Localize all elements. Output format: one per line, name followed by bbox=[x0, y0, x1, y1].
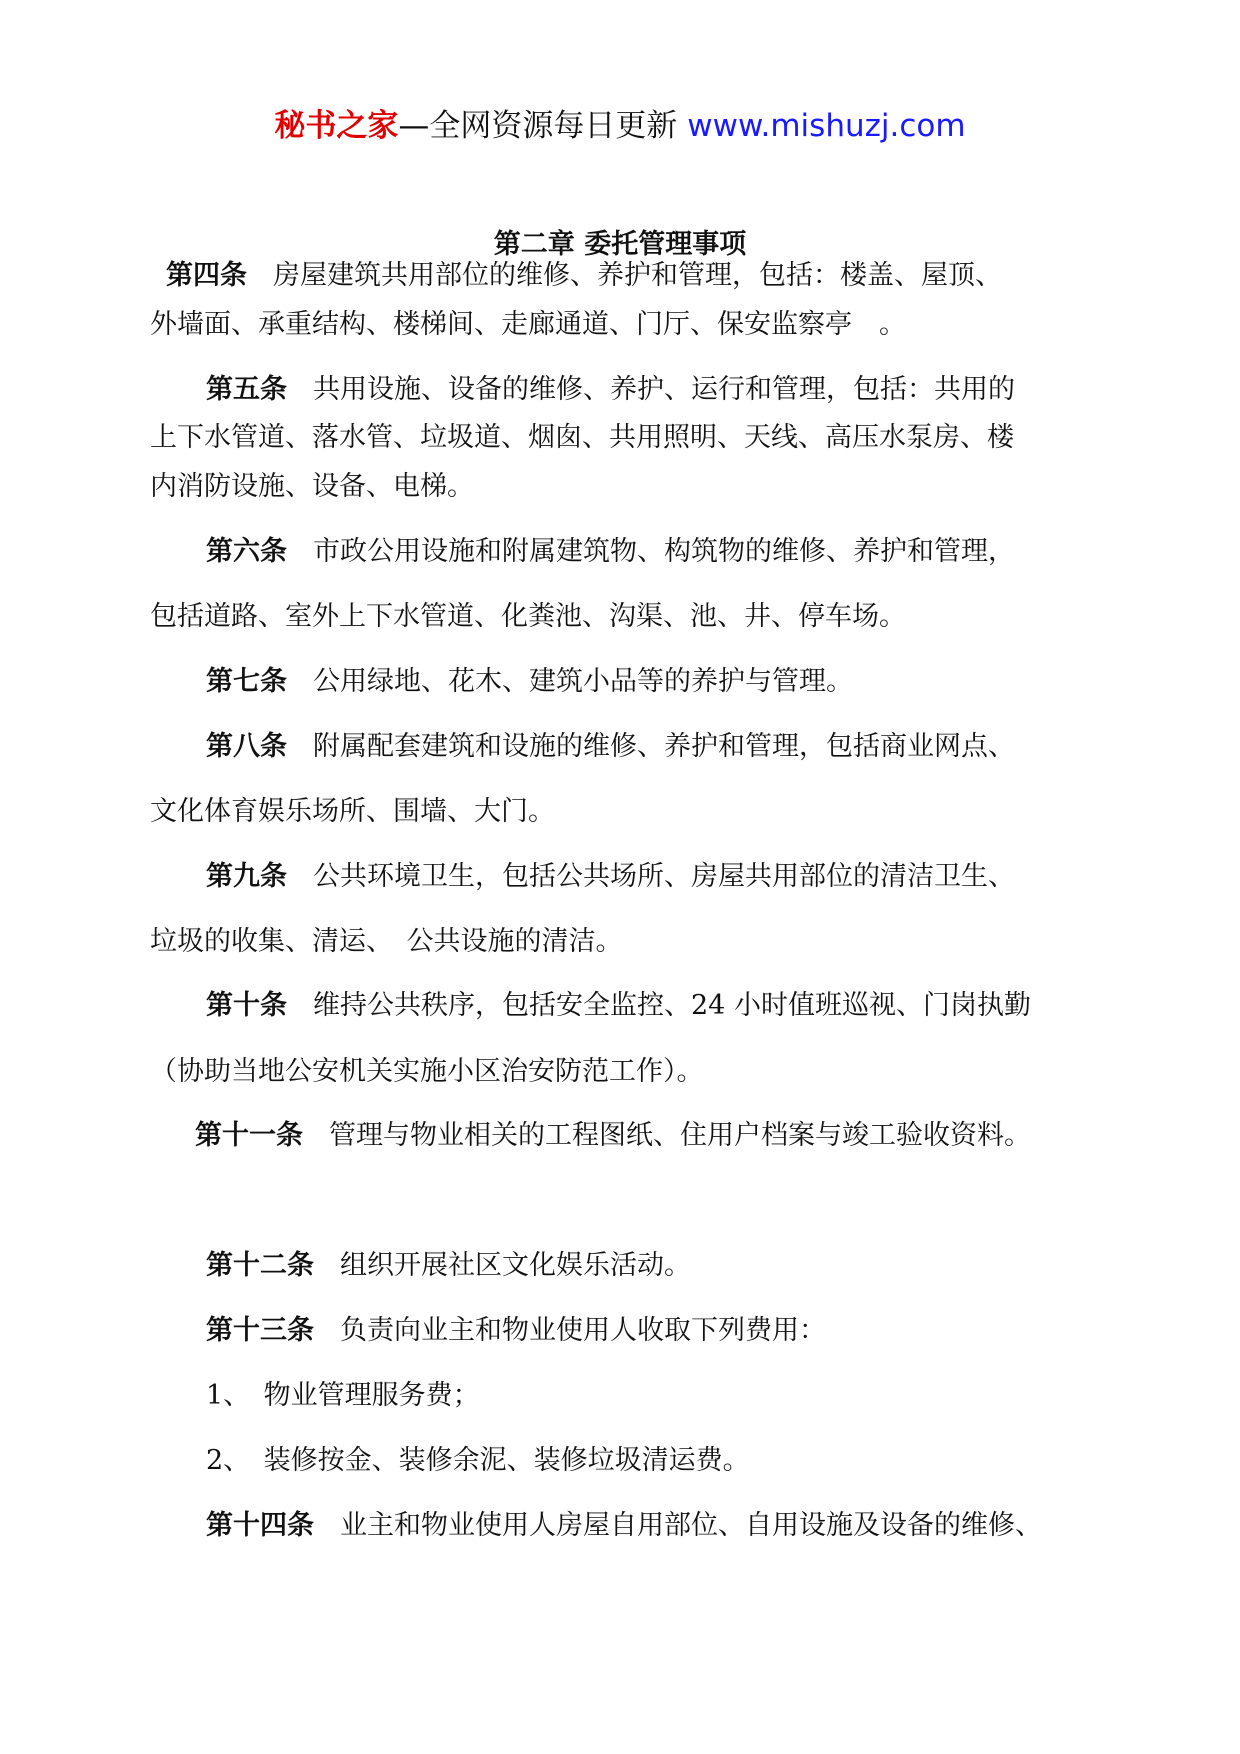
article-8-line-2: 文化体育娱乐场所、围墙、大门。 bbox=[150, 796, 555, 827]
article-9-line-2: 垃圾的收集、清运、 公共设施的清洁。 bbox=[150, 926, 623, 957]
article-label: 第十三条 bbox=[206, 1315, 314, 1346]
article-6-line-1 bbox=[206, 534, 1015, 570]
site-header bbox=[0, 100, 1240, 145]
brand-name: 秘书之家 bbox=[274, 108, 399, 144]
header-slogan: —全网资源每日更新 bbox=[398, 108, 678, 144]
article-text: 房屋建筑共用部位的维修、养护和管理，包括：楼盖、屋顶、 bbox=[273, 260, 1002, 291]
article-label: 第九条 bbox=[206, 861, 287, 892]
article-label: 第五条 bbox=[206, 374, 287, 405]
article-label: 第七条 bbox=[206, 666, 287, 697]
article-12-line-1 bbox=[206, 1248, 691, 1284]
article-text: 维持公共秩序，包括安全监控、24 小时值班巡视、门岗执勤 bbox=[313, 990, 1031, 1021]
article-label: 第十一条 bbox=[195, 1120, 303, 1151]
fee-item-1: 1、 物业管理服务费； bbox=[206, 1380, 480, 1411]
fee-item-2: 2、 装修按金、装修余泥、装修垃圾清运费。 bbox=[206, 1445, 750, 1476]
article-6-line-2: 包括道路、室外上下水管道、化粪池、沟渠、池、井、停车场。 bbox=[150, 601, 906, 632]
article-10-line-2: （协助当地公安机关实施小区治安防范工作）。 bbox=[150, 1056, 704, 1087]
article-5-line-2: 上下水管道、落水管、垃圾道、烟囱、共用照明、天线、高压水泵房、楼 bbox=[150, 422, 1014, 453]
article-text: 负责向业主和物业使用人收取下列费用： bbox=[340, 1315, 826, 1346]
article-label: 第六条 bbox=[206, 536, 287, 567]
article-text: 组织开展社区文化娱乐活动。 bbox=[340, 1250, 691, 1281]
article-label: 第十四条 bbox=[206, 1510, 314, 1541]
article-4-line-2: 外墙面、承重结构、楼梯间、走廊通道、门厅、保安监察亭 。 bbox=[150, 309, 906, 340]
article-5-line-1 bbox=[206, 372, 1015, 408]
site-url-link[interactable]: www.mishuzj.com bbox=[687, 108, 966, 144]
article-label: 第八条 bbox=[206, 731, 287, 762]
article-text: 附属配套建筑和设施的维修、养护和管理，包括商业网点、 bbox=[313, 731, 1015, 762]
article-5-line-3: 内消防设施、设备、电梯。 bbox=[150, 471, 474, 502]
article-14-line-1 bbox=[206, 1508, 1042, 1544]
article-4-line-1 bbox=[166, 258, 1002, 294]
article-text: 公共环境卫生，包括公共场所、房屋共用部位的清洁卫生、 bbox=[313, 861, 1015, 892]
article-text: 共用设施、设备的维修、养护、运行和管理，包括：共用的 bbox=[313, 374, 1015, 405]
article-label: 第十二条 bbox=[206, 1250, 314, 1281]
article-text: 业主和物业使用人房屋自用部位、自用设施及设备的维修、 bbox=[340, 1510, 1042, 1541]
article-7-line-1 bbox=[206, 664, 853, 700]
article-label: 第四条 bbox=[166, 260, 247, 291]
article-13-line-1 bbox=[206, 1313, 826, 1349]
chapter-title: 第二章 委托管理事项 bbox=[493, 229, 747, 260]
article-text: 管理与物业相关的工程图纸、住用户档案与竣工验收资料。 bbox=[329, 1120, 1031, 1151]
article-text: 公用绿地、花木、建筑小品等的养护与管理。 bbox=[313, 666, 853, 697]
article-label: 第十条 bbox=[206, 990, 287, 1021]
article-text: 市政公用设施和附属建筑物、构筑物的维修、养护和管理， bbox=[313, 536, 1015, 567]
article-10-line-1 bbox=[206, 988, 1031, 1024]
article-8-line-1 bbox=[206, 729, 1015, 765]
article-9-line-1 bbox=[206, 859, 1015, 895]
article-11-line-1 bbox=[195, 1118, 1031, 1154]
